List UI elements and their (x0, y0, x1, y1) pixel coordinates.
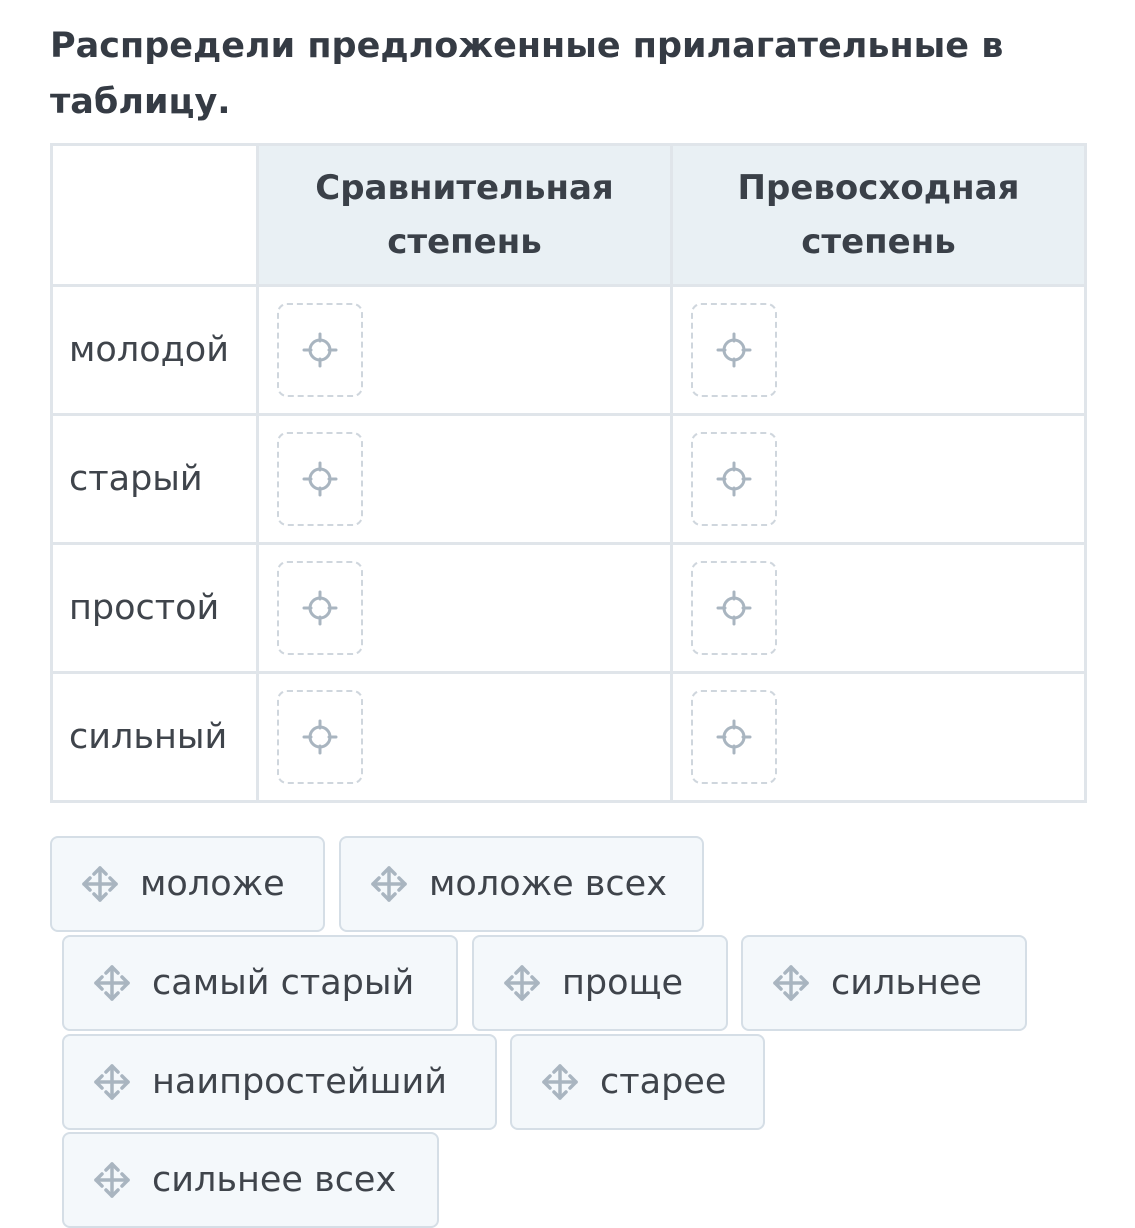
word-chip-label: самый старый (152, 963, 415, 1003)
word-chip[interactable] (472, 935, 728, 1031)
word-chip[interactable] (510, 1034, 765, 1130)
move-arrows-icon (92, 1062, 132, 1102)
task-title: Распредели предложенные прилагательные в таблицу. (50, 26, 1004, 122)
crosshair-target-icon (302, 461, 338, 497)
cell-comparative (258, 415, 672, 544)
word-chip[interactable] (62, 1034, 497, 1130)
table-row (52, 544, 1086, 673)
move-arrows-icon (369, 864, 409, 904)
crosshair-target-icon (716, 590, 752, 626)
cell-comparative (258, 286, 672, 415)
row-label-stary: старый (52, 415, 258, 544)
drop-zone-superlative-silny[interactable] (691, 690, 777, 784)
word-chip-label: старее (600, 1062, 727, 1102)
word-chip-label: сильнее (831, 963, 982, 1003)
move-arrows-icon (540, 1062, 580, 1102)
cell-comparative (258, 544, 672, 673)
move-arrows-icon (771, 963, 811, 1003)
word-chip-label: наипростейший (152, 1062, 448, 1102)
word-chip[interactable] (741, 935, 1027, 1031)
word-chip-label: моложе всех (429, 864, 667, 904)
move-arrows-icon (502, 963, 542, 1003)
word-chip[interactable] (339, 836, 704, 932)
cell-superlative (672, 415, 1086, 544)
drop-zone-comparative-prostoy[interactable] (277, 561, 363, 655)
cell-comparative (258, 673, 672, 802)
row-label-prostoy: простой (52, 544, 258, 673)
drop-zone-superlative-molodoy[interactable] (691, 303, 777, 397)
word-chip[interactable] (62, 1132, 439, 1228)
crosshair-target-icon (302, 719, 338, 755)
crosshair-target-icon (716, 719, 752, 755)
table-row (52, 673, 1086, 802)
drop-zone-superlative-stary[interactable] (691, 432, 777, 526)
cell-superlative (672, 673, 1086, 802)
move-arrows-icon (92, 1160, 132, 1200)
move-arrows-icon (80, 864, 120, 904)
word-chip-label: проще (562, 963, 684, 1003)
drop-zone-comparative-silny[interactable] (277, 690, 363, 784)
drop-zone-comparative-stary[interactable] (277, 432, 363, 526)
header-corner-cell (52, 145, 258, 286)
distribution-table (50, 143, 1087, 803)
table-row (52, 286, 1086, 415)
move-arrows-icon (92, 963, 132, 1003)
cell-superlative (672, 544, 1086, 673)
table-row (52, 415, 1086, 544)
header-comparative: Сравнительная степень (258, 145, 672, 286)
crosshair-target-icon (716, 332, 752, 368)
word-chip[interactable] (50, 836, 325, 932)
table-header-row (52, 145, 1086, 286)
crosshair-target-icon (302, 590, 338, 626)
row-label-molodoy: молодой (52, 286, 258, 415)
header-superlative: Превосходная степень (672, 145, 1086, 286)
word-chip[interactable] (62, 935, 458, 1031)
drop-zone-comparative-molodoy[interactable] (277, 303, 363, 397)
cell-superlative (672, 286, 1086, 415)
row-label-silny: сильный (52, 673, 258, 802)
word-chip-label: сильнее всех (152, 1160, 397, 1200)
drop-zone-superlative-prostoy[interactable] (691, 561, 777, 655)
word-chip-label: моложе (140, 864, 285, 904)
crosshair-target-icon (302, 332, 338, 368)
crosshair-target-icon (716, 461, 752, 497)
